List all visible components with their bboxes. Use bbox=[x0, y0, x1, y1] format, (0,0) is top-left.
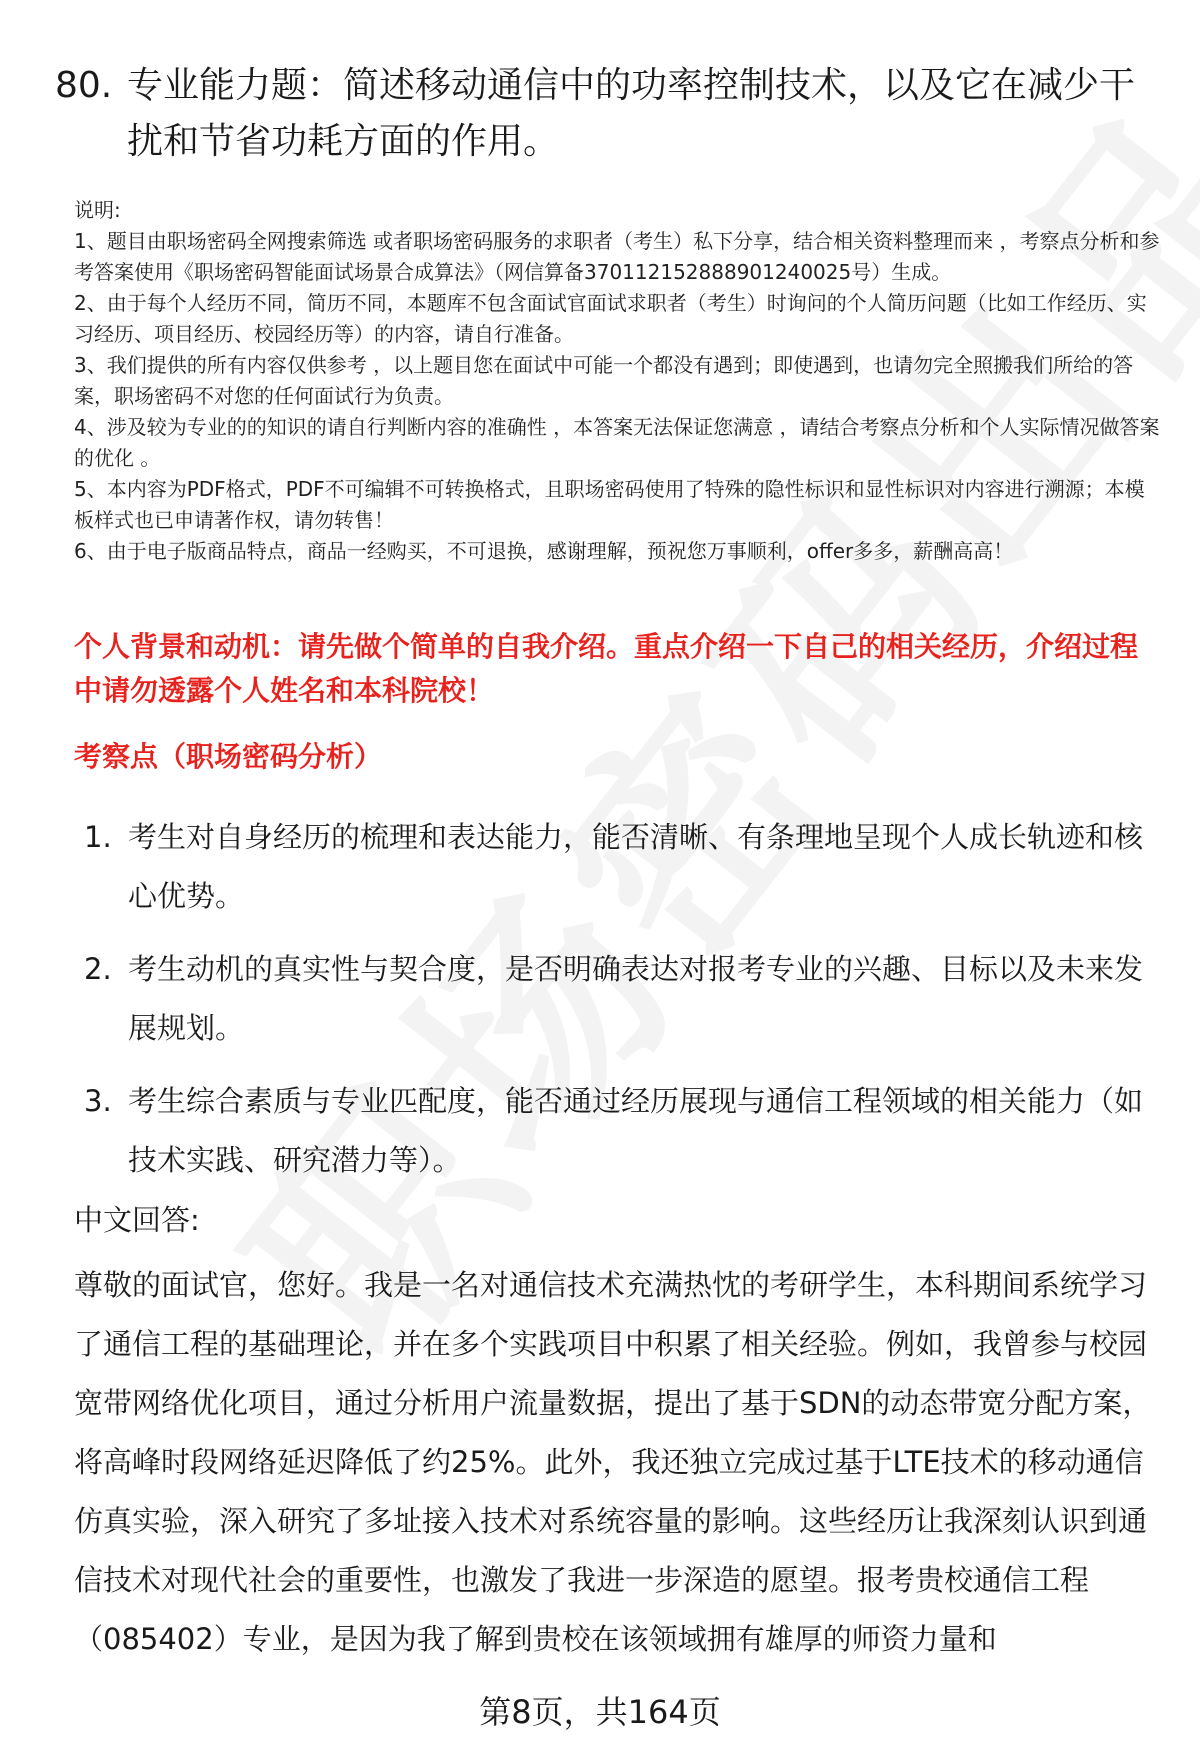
point-text: 考生动机的真实性与契合度，是否明确表达对报考专业的兴趣、目标以及未来发展规划。 bbox=[128, 952, 1144, 1045]
point-number: 3. bbox=[84, 1084, 112, 1118]
notes-heading: 说明: bbox=[74, 198, 121, 222]
note-item: 6、由于电子版商品特点，商品一经购买，不可退换，感谢理解，预祝您万事顺利，offer多多，薪酬高高！ bbox=[74, 539, 1014, 563]
analysis-point bbox=[84, 940, 1159, 1058]
question-number: 80. bbox=[55, 65, 113, 106]
answer-text: 尊敬的面试官，您好。我是一名对通信技术充满热忱的考研学生，本科期间系统学习了通信工程的基础理论，并在多个实践项目中积累了相关经验。例如，我曾参与校园宽带网络优化项目，通过分析用户流量数据，提出了基于SDN的动态带宽分配方案，将高峰时段网络延迟降低了约25%。此外，我还独立完成过基于LTE技术的移动通信仿真实验，深入研究了多址接入技术对系统容量的影响。这些经历让我深刻认识到通信技术对现代社会的重要性，也激发了我进一步深造的愿望。报考贵校通信工程（085402）专业，是因为我了解到贵校在该领域拥有雄厚的师资力量和 bbox=[74, 1268, 1152, 1656]
note-item: 5、本内容为PDF格式，PDF不可编辑不可转换格式，且职场密码使用了特殊的隐性标识和显性标识对内容进行溯源；本模板样式也已申请著作权，请勿转售！ bbox=[74, 477, 1145, 532]
point-number: 1. bbox=[84, 820, 112, 854]
page-footer: 第8页，共164页 bbox=[479, 1693, 721, 1731]
answer-label: 中文回答: bbox=[74, 1203, 200, 1237]
note-item: 4、涉及较为专业的的知识的请自行判断内容的准确性 ，本答案无法保证您满意 ，请结合考察点分析和个人实际情况做答案的优化 。 bbox=[74, 415, 1160, 470]
note-item: 3、我们提供的所有内容仅供参考 ，以上题目您在面试中可能一个都没有遇到；即使遇到，也请勿完全照搬我们所给的答案，职场密码不对您的任何面试行为负责。 bbox=[74, 353, 1134, 408]
background-heading: 个人背景和动机：请先做个简单的自我介绍。重点介绍一下自己的相关经历，介绍过程中请勿透露个人姓名和本科院校！ bbox=[74, 630, 1139, 707]
point-text: 考生对自身经历的梳理和表达能力，能否清晰、有条理地呈现个人成长轨迹和核心优势。 bbox=[128, 820, 1144, 913]
analysis-points bbox=[84, 808, 1159, 1204]
note-item: 2、由于每个人经历不同，简历不同，本题库不包含面试官面试求职者（考生）时询问的个人简历问题（比如工作经历、实习经历、项目经历、校园经历等）的内容，请自行准备。 bbox=[74, 291, 1147, 346]
question-text: 专业能力题：简述移动通信中的功率控制技术，以及它在减少干扰和节省功耗方面的作用。 bbox=[127, 65, 1136, 162]
analysis-heading: 考察点（职场密码分析） bbox=[74, 740, 383, 773]
question-title bbox=[55, 58, 1155, 170]
note-item: 1、题目由职场密码全网搜索筛选 或者职场密码服务的求职者（考生）私下分享，结合相关资料整理而来 ，考察点分析和参考答案使用《职场密码智能面试场景合成算法》（网信算备370112152888901240025号）生成。 bbox=[74, 229, 1160, 284]
point-text: 考生综合素质与专业匹配度，能否通过经历展现与通信工程领域的相关能力（如技术实践、研究潜力等）。 bbox=[128, 1084, 1144, 1177]
notes-section bbox=[74, 195, 1164, 567]
analysis-point bbox=[84, 808, 1159, 926]
analysis-point bbox=[84, 1072, 1159, 1190]
point-number: 2. bbox=[84, 952, 112, 986]
